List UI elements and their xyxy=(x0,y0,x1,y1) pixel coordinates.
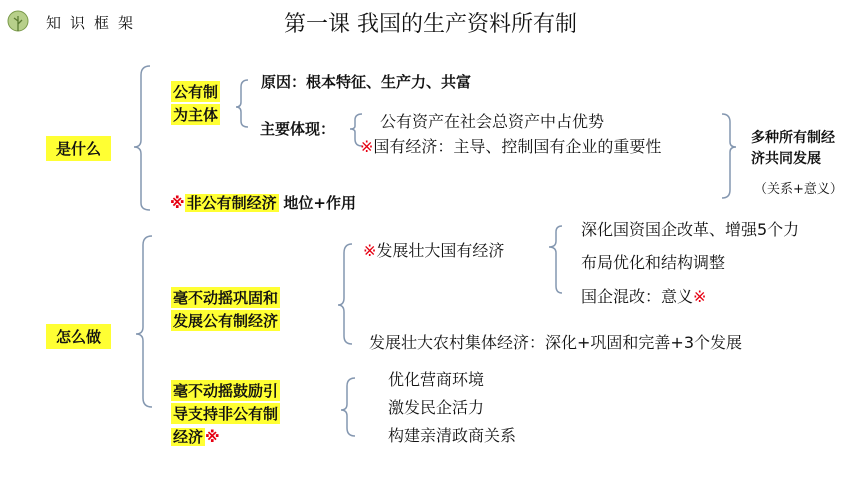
guoyou-item-2: 布局优化和结构调整 xyxy=(581,253,726,272)
main-label: 主要体现： xyxy=(260,120,336,138)
important-mark: ※ xyxy=(170,194,185,212)
section-label: 知识框架 xyxy=(46,14,143,32)
guoyou-item-3: 国企混改：意义※ xyxy=(581,287,707,306)
page-title: 第一课 我国的生产资料所有制 xyxy=(284,12,577,37)
important-mark: ※ xyxy=(205,428,220,446)
node-guli-line2: 导支持非公有制 xyxy=(173,405,279,423)
result-note: （关系+意义） xyxy=(754,182,843,197)
node-guli-line3: 经济 ※ xyxy=(173,428,220,446)
node-shishenme: 是什么 xyxy=(46,136,111,161)
item-guoyou-jingji: ※国有经济：主导、控制国有企业的重要性 xyxy=(360,137,662,156)
reason-text: 原因：根本特征、生产力、共富 xyxy=(261,73,472,91)
guli-item-2: 激发民企活力 xyxy=(388,398,485,417)
node-zenmezuo: 怎么做 xyxy=(46,324,111,349)
node-gonggu-line2: 发展公有制经济 xyxy=(173,312,279,330)
result-line2: 济共同发展 xyxy=(751,151,821,167)
node-gonggu-line1: 毫不动摇巩固和 xyxy=(173,289,279,307)
important-mark: ※ xyxy=(360,137,374,156)
guli-item-3: 构建亲清政商关系 xyxy=(388,426,517,445)
item-gongyou-zichan: 公有资产在社会总资产中占优势 xyxy=(380,112,605,131)
node-guoyou-jingji: ※发展壮大国有经济 xyxy=(363,241,505,260)
important-mark: ※ xyxy=(363,241,377,260)
node-jiti-jingji: 发展壮大农村集体经济：深化+巩固和完善+3个发展 xyxy=(369,333,742,352)
node-guli-line1: 毫不动摇鼓励引 xyxy=(173,382,279,400)
node-gongyouzhi-line2: 为主体 xyxy=(173,106,219,124)
important-mark: ※ xyxy=(693,287,707,306)
result-line1: 多种所有制经 xyxy=(751,130,835,146)
guli-item-1: 优化营商环境 xyxy=(388,370,485,389)
node-gongyouzhi-line1: 公有制 xyxy=(173,83,219,101)
guoyou-item-1: 深化国资国企改革、增强5个力 xyxy=(581,220,800,239)
node-feigongyou: ※ 非公有制经济 地位+作用 xyxy=(170,194,356,212)
